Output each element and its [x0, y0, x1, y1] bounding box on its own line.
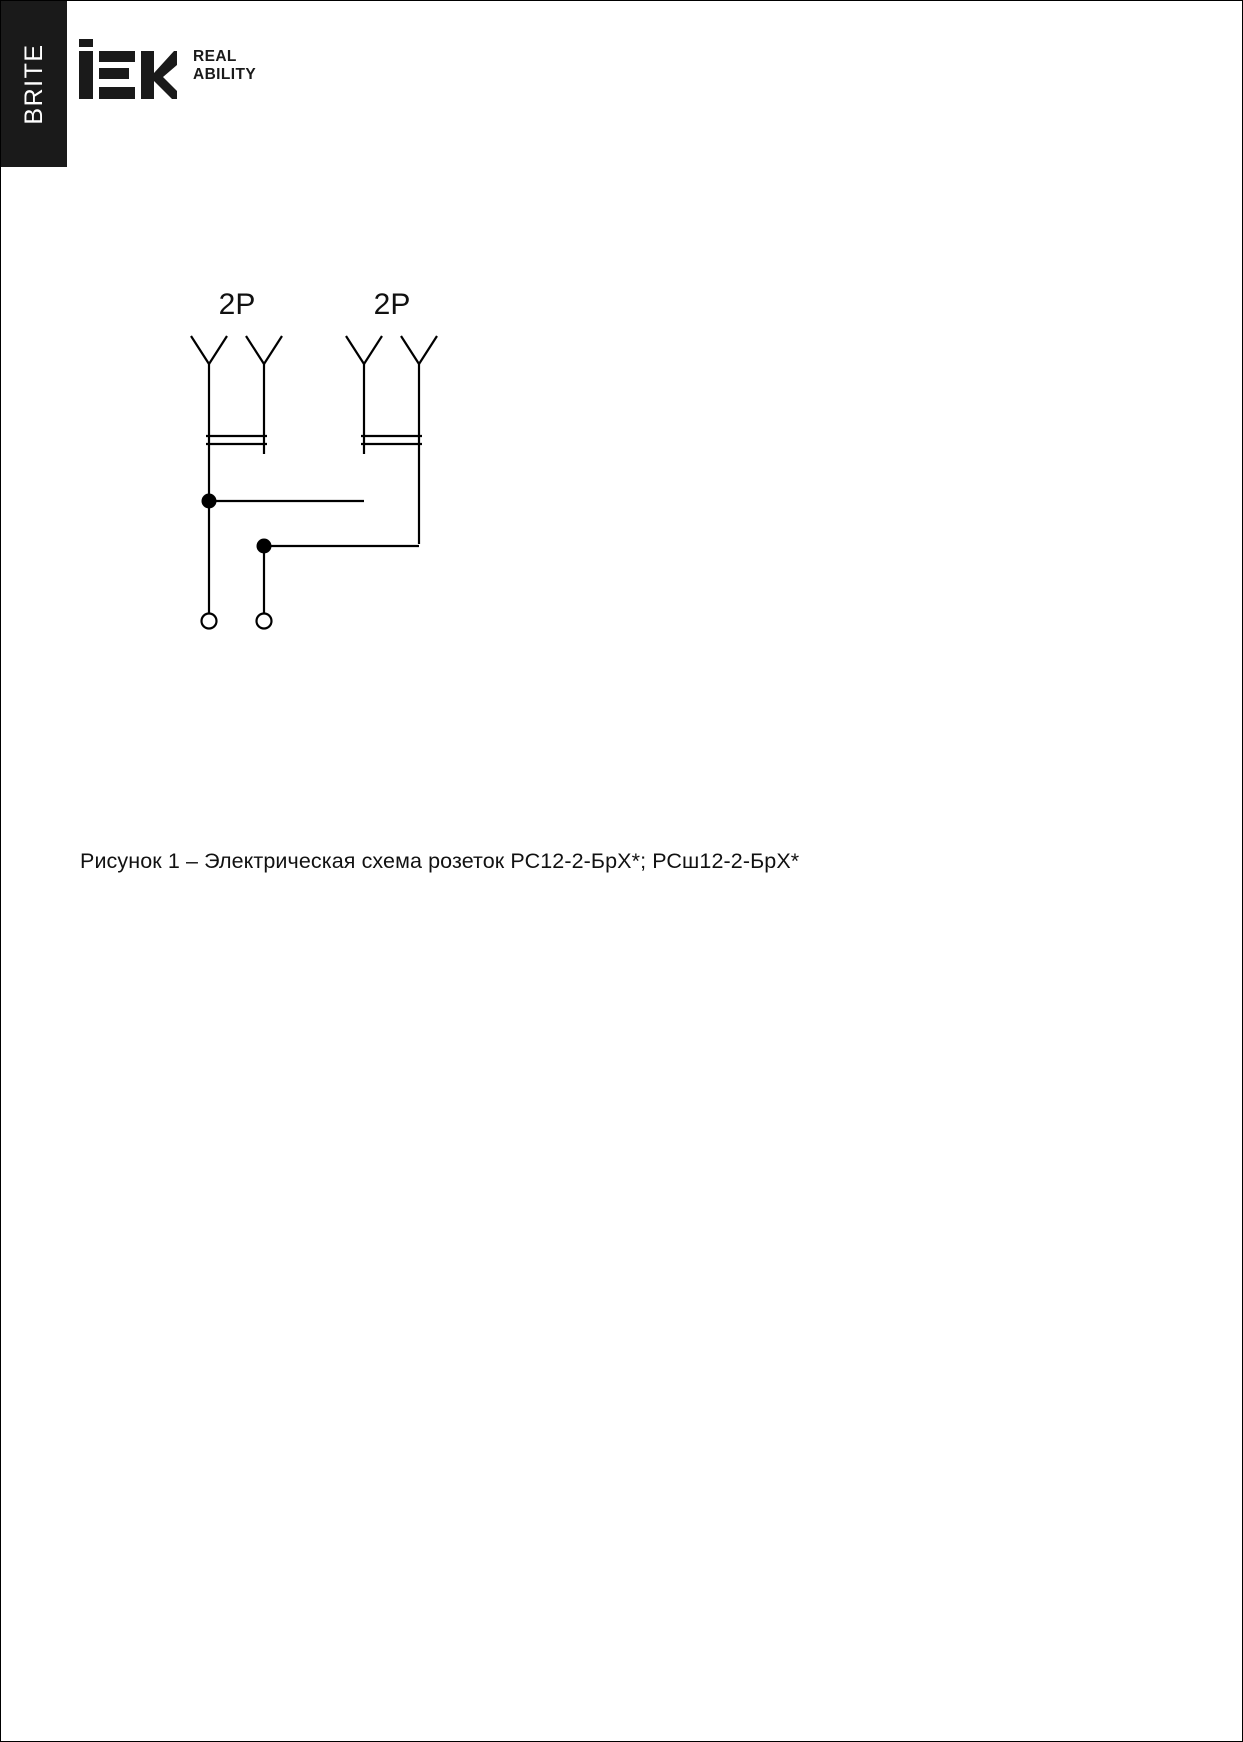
junction-node-lower	[257, 539, 272, 554]
brand-tab-label: BRITE	[19, 43, 48, 125]
brand-tab	[1, 1, 67, 167]
logo-tagline-line1: REAL	[193, 48, 237, 65]
junction-node-upper	[202, 494, 217, 509]
terminal-circle-left	[202, 614, 217, 629]
iek-logo-icon	[79, 39, 177, 101]
electrical-schematic	[151, 256, 551, 656]
logo-tagline-line2: ABILITY	[193, 66, 257, 84]
label-pole-right: 2P	[373, 288, 411, 321]
label-pole-left: 2P	[218, 288, 256, 321]
figure-caption: Рисунок 1 – Электрическая схема розеток РС12-2-БрХ*; РСш12-2-БрХ*	[80, 849, 800, 873]
terminal-circle-right	[257, 614, 272, 629]
logo-block	[79, 39, 256, 101]
logo-tagline	[193, 48, 256, 85]
